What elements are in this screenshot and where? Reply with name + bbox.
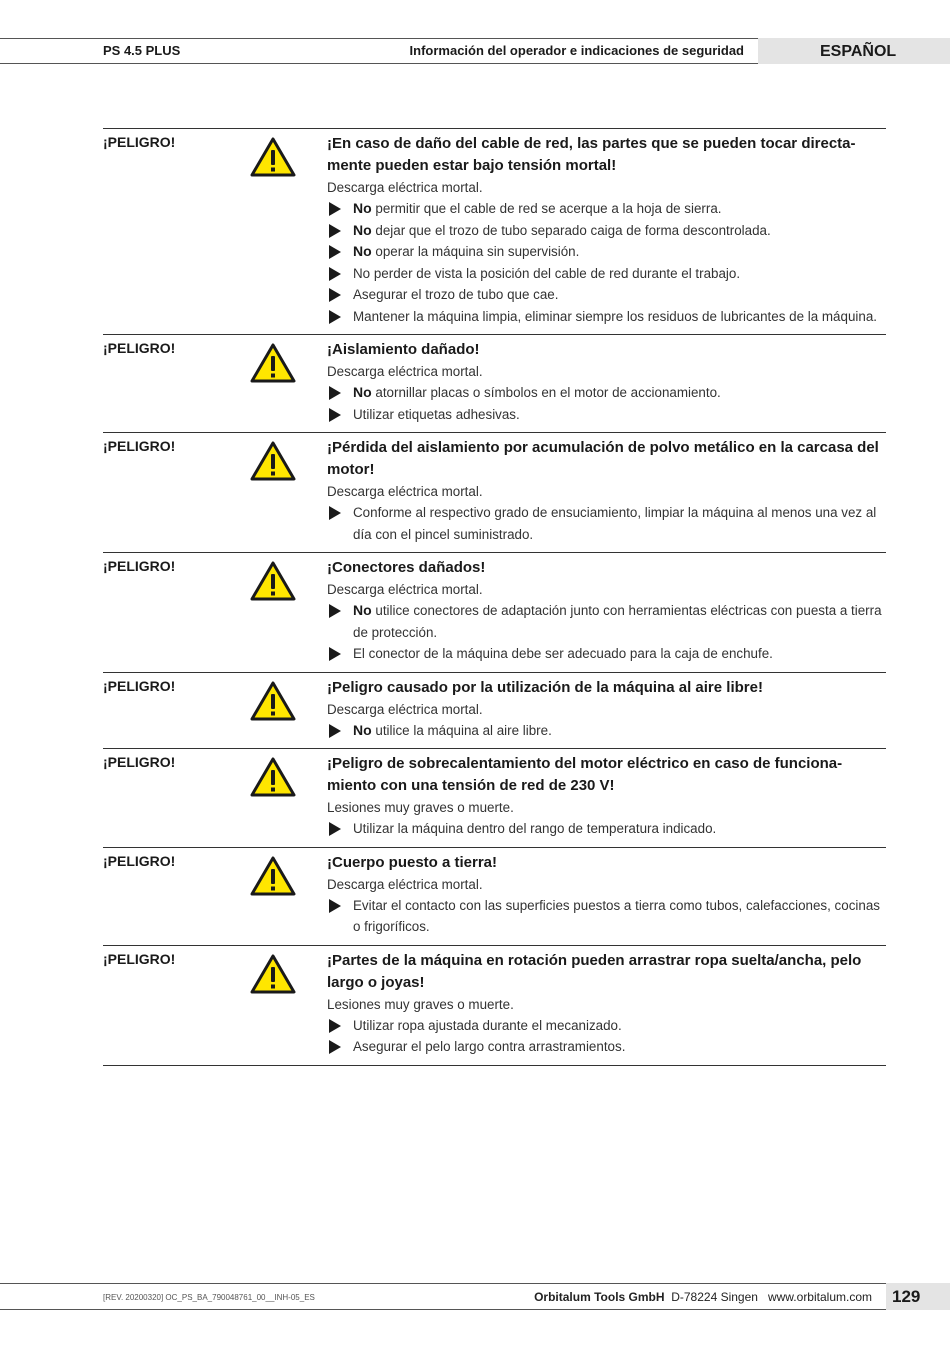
hazard-title: ¡Partes de la máquina en rotación pueden arrastrar ropa suelta/ancha, pelo largo o joyas! xyxy=(327,951,862,991)
hazard-consequence: Descarga eléctrica mortal. xyxy=(327,701,483,717)
warning-triangle-icon xyxy=(250,757,296,797)
measure-text: utilice conectores de adaptación junto con herramientas eléctricas con puesta a tierra de protección. xyxy=(353,603,882,640)
signal-word: ¡PELIGRO! xyxy=(103,134,176,150)
signal-word: ¡PELIGRO! xyxy=(103,340,176,356)
hazard-row xyxy=(103,433,886,553)
hazard-consequence: Descarga eléctrica mortal. xyxy=(327,876,483,892)
bullet-triangle-icon xyxy=(329,408,341,422)
bullet-triangle-icon xyxy=(329,267,341,281)
bullet-triangle-icon xyxy=(329,724,341,738)
warning-triangle-icon xyxy=(250,856,296,896)
hazard-content xyxy=(327,557,886,665)
bullet-triangle-icon xyxy=(329,224,341,238)
warning-triangle-icon xyxy=(250,137,296,177)
hazard-row xyxy=(103,946,886,1066)
measure-item xyxy=(327,502,886,545)
section-title: Información del operador e indicaciones de seguridad xyxy=(409,43,744,58)
signal-word: ¡PELIGRO! xyxy=(103,852,176,869)
hazard-row xyxy=(103,749,886,848)
signal-word: ¡PELIGRO! xyxy=(103,438,176,454)
measure-item xyxy=(327,643,886,665)
warning-triangle-icon xyxy=(250,681,296,721)
signal-word: ¡PELIGRO! xyxy=(103,677,176,694)
measure-text: Utilizar la máquina dentro del rango de temperatura indicado. xyxy=(353,821,717,836)
hazard-consequence: Descarga eléctrica mortal. xyxy=(327,582,483,597)
measure-item xyxy=(327,241,886,263)
hazard-content xyxy=(327,950,886,1058)
negation-word: No xyxy=(353,221,372,238)
hazard-consequence: Descarga eléctrica mortal. xyxy=(327,364,483,379)
warning-triangle-icon xyxy=(250,954,296,994)
hazard-title: ¡Peligro causado por la utilización de la máquina al aire libre! xyxy=(327,678,763,696)
negation-word: No xyxy=(353,721,372,738)
measure-text: Utilizar ropa ajustada durante el mecanizado. xyxy=(353,1017,622,1033)
negation-word: No xyxy=(353,243,372,259)
signal-word: ¡PELIGRO! xyxy=(103,558,176,574)
measure-text: utilice la máquina al aire libre. xyxy=(371,722,552,738)
bullet-triangle-icon xyxy=(329,288,341,302)
header-rule-top xyxy=(0,38,758,39)
measure-text: Asegurar el trozo de tubo que cae. xyxy=(353,287,559,302)
measure-item xyxy=(327,382,886,404)
negation-word: No xyxy=(353,384,372,400)
measure-item xyxy=(327,306,886,328)
hazard-content xyxy=(327,437,886,545)
measure-item xyxy=(327,263,886,285)
hazard-row xyxy=(103,335,886,433)
hazard-title: ¡Conectores dañados! xyxy=(327,559,486,576)
measure-item xyxy=(327,600,886,643)
company-address: D-78224 Singen xyxy=(671,1290,758,1304)
measure-item xyxy=(327,220,886,242)
hazard-content xyxy=(327,133,886,327)
hazard-row xyxy=(103,848,886,946)
revision-code: [REV. 20200320] OC_PS_BA_790048761_00__INH-05_ES xyxy=(103,1293,315,1302)
signal-word: ¡PELIGRO! xyxy=(103,950,176,967)
measure-text: Conforme al respectivo grado de ensuciamiento, limpiar la máquina al menos una vez al día con el pincel suministrado. xyxy=(353,505,877,542)
hazard-consequence: Lesiones muy graves o muerte. xyxy=(327,996,514,1012)
measure-item xyxy=(327,284,886,306)
hazard-row xyxy=(103,553,886,673)
footer-rule-bottom xyxy=(0,1309,886,1310)
measure-text: Mantener la máquina limpia, eliminar siempre los residuos de lubricantes de la máquina. xyxy=(353,308,877,324)
hazard-title: ¡Pérdida del aislamiento por acumulación de polvo metálico en la carcasa del motor! xyxy=(327,439,879,478)
hazard-row xyxy=(103,129,886,335)
product-name: PS 4.5 PLUS xyxy=(103,43,181,58)
company-name: Orbitalum Tools GmbH xyxy=(534,1290,665,1304)
measure-text: Asegurar el pelo largo contra arrastramientos. xyxy=(353,1039,626,1054)
company-website: www.orbitalum.com xyxy=(767,1290,872,1304)
measure-item xyxy=(327,818,886,840)
bullet-triangle-icon xyxy=(329,822,341,836)
hazard-content xyxy=(327,677,886,742)
measure-text: Utilizar etiquetas adhesivas. xyxy=(353,406,520,422)
page-footer xyxy=(0,1283,950,1310)
warning-triangle-icon xyxy=(250,343,296,383)
measure-item xyxy=(327,404,886,426)
language-tab: ESPAÑOL xyxy=(758,38,950,64)
measure-text: operar la máquina sin supervisión. xyxy=(371,244,580,259)
measure-item xyxy=(327,1036,886,1058)
header-rule-bottom xyxy=(0,63,758,64)
footer-rule-top xyxy=(0,1283,886,1284)
bullet-triangle-icon xyxy=(329,506,341,520)
measure-text: No perder de vista la posición del cable de red durante el trabajo. xyxy=(353,265,741,281)
hazard-content xyxy=(327,852,886,938)
measure-text: atornillar placas o símbolos en el motor de accionamiento. xyxy=(371,385,721,400)
measure-item xyxy=(327,1015,886,1037)
hazard-consequence: Descarga eléctrica mortal. xyxy=(327,484,483,499)
hazard-consequence: Lesiones muy graves o muerte. xyxy=(327,800,514,815)
signal-word: ¡PELIGRO! xyxy=(103,754,176,770)
hazard-row xyxy=(103,673,886,750)
page-number: 129 xyxy=(886,1283,950,1310)
hazard-content xyxy=(327,753,886,840)
warning-triangle-icon xyxy=(250,441,296,481)
safety-table xyxy=(103,128,886,1066)
measure-text: dejar que el trozo de tubo separado caiga de forma descontrolada. xyxy=(371,222,771,238)
bullet-triangle-icon xyxy=(329,1019,341,1033)
bullet-triangle-icon xyxy=(329,245,341,259)
measure-text: permitir que el cable de red se acerque a la hoja de sierra. xyxy=(371,201,722,216)
hazard-consequence: Descarga eléctrica mortal. xyxy=(327,180,483,195)
bullet-triangle-icon xyxy=(329,604,341,618)
bullet-triangle-icon xyxy=(329,386,341,400)
bullet-triangle-icon xyxy=(329,1040,341,1054)
measure-text: El conector de la máquina debe ser adecuado para la caja de enchufe. xyxy=(353,646,773,661)
hazard-title: ¡En caso de daño del cable de red, las partes que se pueden tocar directa-mente pueden estar bajo tensión mortal! xyxy=(327,135,856,174)
measure-item xyxy=(327,720,886,742)
negation-word: No xyxy=(353,200,372,216)
measure-text: Evitar el contacto con las superficies puestos a tierra como tubos, calefacciones, cocinas o frigoríficos. xyxy=(353,897,880,934)
bullet-triangle-icon xyxy=(329,202,341,216)
bullet-triangle-icon xyxy=(329,899,341,913)
company-info xyxy=(534,1290,872,1304)
measure-item xyxy=(327,895,886,938)
hazard-title: ¡Aislamiento dañado! xyxy=(327,341,480,358)
page-header xyxy=(0,38,950,65)
negation-word: No xyxy=(353,602,372,618)
hazard-content xyxy=(327,339,886,425)
bullet-triangle-icon xyxy=(329,647,341,661)
bullet-triangle-icon xyxy=(329,310,341,324)
warning-triangle-icon xyxy=(250,561,296,601)
hazard-title: ¡Peligro de sobrecalentamiento del motor eléctrico en caso de funciona-miento con una tensión de red de 230 V! xyxy=(327,755,843,794)
hazard-title: ¡Cuerpo puesto a tierra! xyxy=(327,853,498,871)
measure-item xyxy=(327,198,886,220)
